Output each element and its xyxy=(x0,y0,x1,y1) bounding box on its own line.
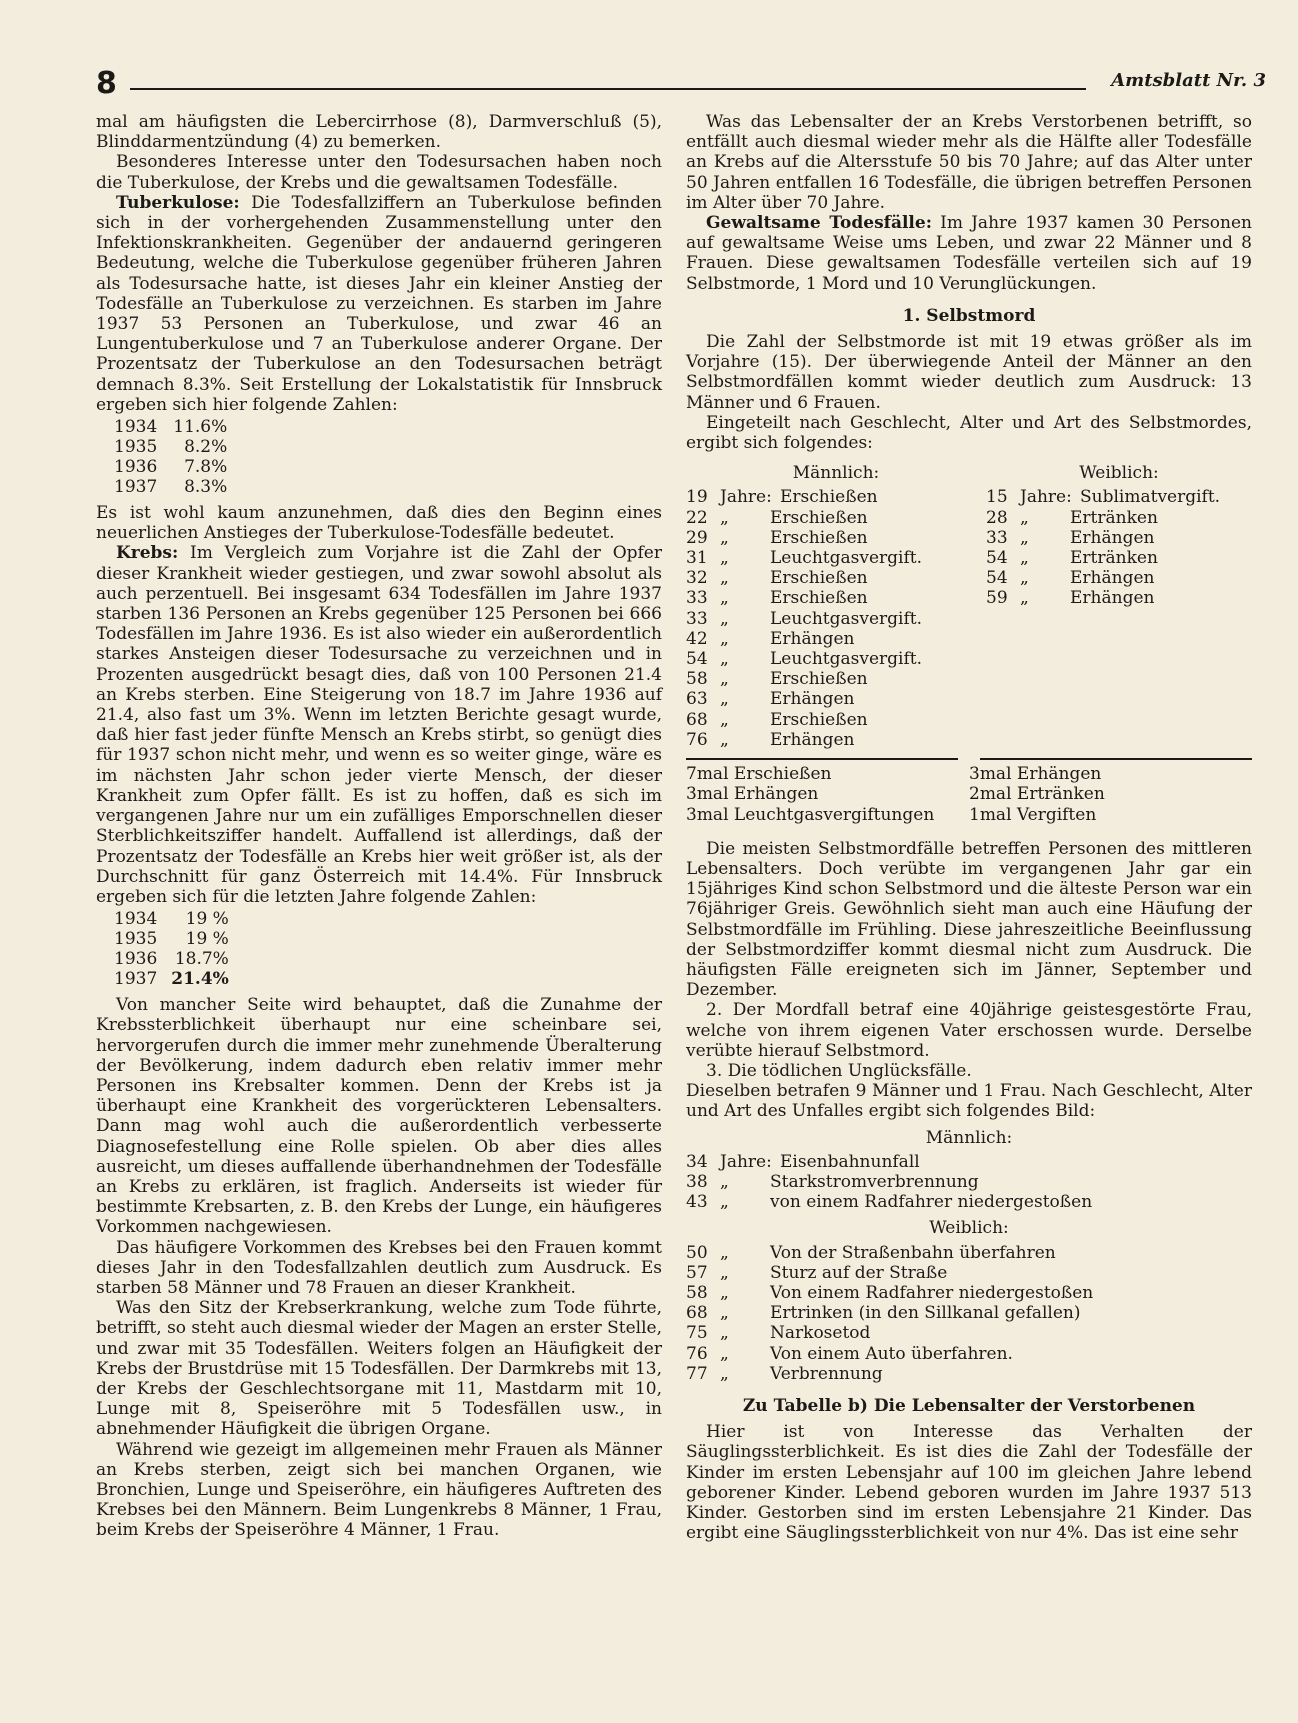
year-cell: 1937 xyxy=(114,969,158,990)
table-row xyxy=(114,457,227,477)
ditto-mark: „ xyxy=(720,628,729,649)
table-row xyxy=(114,417,227,437)
age-value: 34 xyxy=(686,1151,708,1172)
age-value: 33 xyxy=(686,588,708,609)
age-value: 58 xyxy=(686,1282,708,1303)
cause-value: Erschießen xyxy=(770,709,868,730)
violent-deaths-heading: Gewaltsame Todesfälle: xyxy=(706,213,932,234)
suicide-female-column xyxy=(986,463,1252,750)
cause-value: Ertränken xyxy=(1070,507,1158,528)
cause-value: Starkstromverbrennung xyxy=(770,1171,979,1192)
divider xyxy=(980,758,1252,760)
year-cell: 1935 xyxy=(114,929,158,950)
list-item xyxy=(686,548,986,568)
accident-male-label: Männlich: xyxy=(925,1127,1013,1148)
ditto-mark: „ xyxy=(1020,507,1029,528)
ditto-mark: „ xyxy=(1020,548,1029,569)
paragraph: Die Zahl der Selbstmorde ist mit 19 etwas größer als im Vorjahre (15). Der überwiegende Anteil der Männer an den Selbstmordfällen kommt wieder deutlich zum Ausdruck: 13 Männer und 6 Frauen. xyxy=(686,332,1252,413)
list-item xyxy=(686,508,986,528)
table-row xyxy=(114,929,229,949)
paragraph: Das häufigere Vorkommen des Krebses bei den Frauen kommt dieses Jahr in den Todesfallzahlen deutlich zum Ausdruck. Es starben 58 Männer und 78 Frauen an dieser Krankheit. xyxy=(96,1237,662,1298)
female-total: 1mal Vergiften xyxy=(969,804,1097,825)
age-value: 50 xyxy=(686,1242,708,1263)
age-value: 54 xyxy=(986,548,1008,569)
age-value: 76 xyxy=(686,729,708,750)
age-value: 28 xyxy=(986,507,1008,528)
list-item xyxy=(686,1263,1252,1283)
value-cell: 21.4% xyxy=(171,969,229,990)
paragraph: mal am häufigsten die Lebercirrhose (8), Darmverschluß (5), Blinddarmentzündung (4) zu bemerken. xyxy=(96,112,662,153)
tuberculosis-heading: Tuberkulose: xyxy=(116,192,240,213)
cause-value: Leuchtgasvergift. xyxy=(770,649,922,670)
cause-value: Sublimatvergift. xyxy=(1080,487,1221,508)
ditto-mark: „ xyxy=(720,507,729,528)
year-cell: 1936 xyxy=(114,949,158,970)
age-value: 76 xyxy=(686,1343,708,1364)
value-cell: 11.6% xyxy=(173,417,228,438)
list-item xyxy=(986,528,1252,548)
list-item xyxy=(986,548,1252,568)
cancer-rate-table xyxy=(114,909,229,989)
paragraph: Von mancher Seite wird behauptet, daß die Zunahme der Krebssterblichkeit überhaupt nur eine scheinbare sei, hervorgerufen durch die immer mehr zunehmende Überalterung der Bevölkerung, indem dadurch eben relativ immer mehr Personen ins Krebsalter kommen. Denn der Krebs ist ja überhaupt eine Krankheit des vorgerückteren Lebensalters. Dann mag wohl auch die außerordentlich verbesserte Diagnosefestellung eine Rolle spielen. Ob aber dies alles ausreicht, um dieses auffallende überhandnehmen der Todesfälle an Krebs zu erklären, ist fraglich. Anderseits ist wieder für bestimmte Krebsarten, z. B. den Krebs der Lunge, ein häufigeres Vorkommen nachgewiesen. xyxy=(96,995,662,1238)
table-row xyxy=(114,437,227,457)
suicide-male-column xyxy=(686,463,986,750)
divider xyxy=(686,758,958,760)
age-value: 32 xyxy=(686,568,708,589)
cause-value: Verbrennung xyxy=(770,1363,883,1384)
ditto-mark: „ xyxy=(720,527,729,548)
list-item xyxy=(686,629,986,649)
list-item xyxy=(686,1192,1252,1212)
list-item xyxy=(986,487,1252,507)
totals-row xyxy=(686,784,1252,804)
age-value: 33 xyxy=(686,608,708,629)
male-cases xyxy=(686,487,986,750)
cause-value: Erschießen xyxy=(770,588,868,609)
cause-value: Von einem Auto überfahren. xyxy=(770,1343,1013,1364)
accident-female-label: Weiblich: xyxy=(929,1218,1009,1239)
ditto-mark: „ xyxy=(720,608,729,629)
suicide-table xyxy=(686,463,1252,750)
ditto-mark: „ xyxy=(720,548,729,569)
ditto-mark: „ xyxy=(720,1303,729,1324)
list-item xyxy=(686,1344,1252,1364)
list-item xyxy=(686,609,986,629)
table-row xyxy=(114,477,227,497)
list-item xyxy=(686,1243,1252,1263)
cause-value: Von einem Radfahrer niedergestoßen xyxy=(770,1282,1094,1303)
ditto-mark: „ xyxy=(720,669,729,690)
totals-row xyxy=(686,805,1252,825)
female-cases xyxy=(986,487,1252,608)
table-row xyxy=(114,949,229,969)
list-item xyxy=(986,508,1252,528)
list-item xyxy=(686,1303,1252,1323)
years-label: Jahre: xyxy=(1020,487,1072,508)
ditto-mark: „ xyxy=(1020,527,1029,548)
ditto-mark: „ xyxy=(1020,588,1029,609)
cause-value: Erschießen xyxy=(770,568,868,589)
right-column xyxy=(686,112,1252,1543)
value-cell: 8.3% xyxy=(184,477,228,498)
female-total: 2mal Ertränken xyxy=(969,784,1105,805)
age-value: 42 xyxy=(686,628,708,649)
age-value: 54 xyxy=(986,568,1008,589)
years-label: Jahre: xyxy=(720,487,772,508)
paragraph: 2. Der Mordfall betraf eine 40jährige geistesgestörte Frau, welche von ihrem eigenen Vater erschossen wurde. Derselbe verübte hierauf Selbstmord. xyxy=(686,1000,1252,1061)
accident-female-cases xyxy=(686,1243,1252,1384)
cause-value: Ertrinken (in den Sillkanal gefallen) xyxy=(770,1303,1081,1324)
ditto-mark: „ xyxy=(720,1192,729,1213)
page-number: 8 xyxy=(96,66,117,101)
table-row xyxy=(114,909,229,929)
cause-value: Erschießen xyxy=(770,507,868,528)
ditto-mark: „ xyxy=(720,649,729,670)
age-value: 29 xyxy=(686,527,708,548)
paragraph: Was das Lebensalter der an Krebs Verstorbenen betrifft, so entfällt auch diesmal wieder mehr als die Hälfte aller Todesfälle an Krebs auf die Altersstufe 50 bis 70 Jahre; auf das Alter unter 50 Jahren entfallen 16 Todesfälle, die übrigen betreffen Personen im Alter über 70 Jahre. xyxy=(686,112,1252,213)
ditto-mark: „ xyxy=(720,1282,729,1303)
age-value: 75 xyxy=(686,1323,708,1344)
ditto-mark: „ xyxy=(720,1323,729,1344)
age-value: 38 xyxy=(686,1171,708,1192)
cause-value: Erschießen xyxy=(780,487,878,508)
list-item xyxy=(686,1172,1252,1192)
male-label: Männlich: xyxy=(792,463,880,484)
list-item xyxy=(686,689,986,709)
list-item xyxy=(686,568,986,588)
age-value: 54 xyxy=(686,649,708,670)
cause-value: Narkosetod xyxy=(770,1323,871,1344)
age-value: 68 xyxy=(686,709,708,730)
ditto-mark: „ xyxy=(720,1262,729,1283)
age-value: 59 xyxy=(986,588,1008,609)
list-item xyxy=(686,730,986,750)
paragraph: Eingeteilt nach Geschlecht, Alter und Art des Selbstmordes, ergibt sich folgendes: xyxy=(686,412,1252,454)
list-item xyxy=(686,1364,1252,1384)
totals-row xyxy=(686,764,1252,784)
year-cell: 1934 xyxy=(114,909,158,930)
year-cell: 1937 xyxy=(114,477,158,498)
ditto-mark: „ xyxy=(720,1343,729,1364)
cancer-paragraph xyxy=(96,543,662,907)
male-total: 3mal Erhängen xyxy=(686,784,819,805)
years-label: Jahre: xyxy=(720,1151,772,1172)
paragraph: Hier ist von Interesse das Verhalten der Säuglingssterblichkeit. Es ist dies die Zahl der Todesfälle der Kinder im ersten Lebensjahr auf 100 im gleichen Jahre lebend geborener Kinder. Lebend geboren wurden im Jahre 1937 513 Kinder. Gestorben sind im ersten Lebensjahre 21 Kinder. Das ergibt eine Säuglingssterblichkeit von nur 4%. Das ist eine sehr xyxy=(686,1422,1252,1544)
cause-value: Erschießen xyxy=(770,669,868,690)
list-item xyxy=(686,1283,1252,1303)
list-item xyxy=(686,588,986,608)
female-total: 3mal Erhängen xyxy=(969,764,1102,785)
cause-value: Erhängen xyxy=(1070,527,1155,548)
cause-value: Erschießen xyxy=(770,527,868,548)
table-b-heading: Zu Tabelle b) Die Lebensalter der Verstorbenen xyxy=(742,1395,1196,1416)
age-value: 63 xyxy=(686,689,708,710)
ditto-mark: „ xyxy=(720,709,729,730)
list-item xyxy=(686,649,986,669)
publication-title: Amtsblatt Nr. 3 xyxy=(1111,70,1266,91)
list-item xyxy=(686,669,986,689)
suicide-heading: 1. Selbstmord xyxy=(902,305,1036,326)
value-cell: 19 % xyxy=(185,909,229,930)
cause-value: Von der Straßenbahn überfahren xyxy=(770,1242,1056,1263)
paragraph: Besonderes Interesse unter den Todesursachen haben noch die Tuberkulose, der Krebs und die gewaltsamen Todesfälle. xyxy=(96,152,662,193)
ditto-mark: „ xyxy=(720,568,729,589)
ditto-mark: „ xyxy=(720,689,729,710)
value-cell: 8.2% xyxy=(184,437,228,458)
paragraph: Dieselben betrafen 9 Männer und 1 Frau. Nach Geschlecht, Alter und Art des Unfalles ergibt sich folgendes Bild: xyxy=(686,1081,1252,1122)
value-cell: 18.7% xyxy=(174,949,229,970)
tuberculosis-paragraph xyxy=(96,193,662,415)
ditto-mark: „ xyxy=(720,1363,729,1384)
cause-value: Erhängen xyxy=(770,689,855,710)
totals-rules xyxy=(686,758,1252,760)
age-value: 19 xyxy=(686,487,708,508)
cause-value: Erhängen xyxy=(770,729,855,750)
cause-value: Ertränken xyxy=(1070,548,1158,569)
cancer-heading: Krebs: xyxy=(116,543,179,564)
paragraph: Was den Sitz der Krebserkrankung, welche zum Tode führte, betrifft, so steht auch diesmal wieder der Magen an erster Stelle, und zwar mit 35 Todesfällen. Weiters folgen an Häufigkeit der Krebs der Brustdrüse mit 15 Todesfällen. Der Darmkrebs mit 13, der Krebs der Geschlechtsorgane mit 11, Mastdarm mit 10, Lunge mit 8, Speiseröhre mit 5 Todesfällen usw., in abnehmender Häufigkeit die übrigen Organe. xyxy=(96,1298,662,1440)
cause-value: von einem Radfahrer niedergestoßen xyxy=(770,1192,1093,1213)
list-item xyxy=(686,710,986,730)
cause-value: Sturz auf der Straße xyxy=(770,1262,948,1283)
male-total: 3mal Leuchtgasvergiftungen xyxy=(686,804,935,825)
cancer-text: Im Vergleich zum Vorjahre ist die Zahl der Opfer dieser Krankheit wieder gestiegen, und zwar sowohl absolut als auch perzentuell. Bei insgesamt 634 Todesfällen im Jahre 1937 starben 136 Personen an Krebs gegenüber 125 Personen bei 666 Todesfällen im Jahre 1936. Es ist also wieder ein außerordentlich starkes Ansteigen dieser Todesursache zu verzeichnen und in Prozenten ausgedrückt besagt dies, daß von 100 Personen 21.4 an Krebs sterben. Eine Steigerung von 18.7 im Jahre 1936 auf 21.4, also fast um 3%. Wenn im letzten Berichte gesagt wurde, daß hier fast jeder fünfte Mensch an Krebs stirbt, so genügt dies für 1937 schon nicht mehr, und wenn es so weiter ginge, wäre es im nächsten Jahr schon jeder vierte Mensch, der dieser Krankheit zum Opfer fällt. Es ist zu hoffen, daß es sich im vergangenen Jahre nur um ein zufälliges Emporschnellen dieser Sterblichkeitsziffer handelt. Auffallend ist allerdings, daß der Prozentsatz der Todesfälle an Krebs hier weit größer ist, als der Durchschnitt für ganz Österreich mit 14.4%. Für Innsbruck ergeben sich für die letzten Jahre folgende Zahlen: xyxy=(96,543,662,907)
cause-value: Erhängen xyxy=(1070,568,1155,589)
cause-value: Eisenbahnunfall xyxy=(780,1151,920,1172)
ditto-mark: „ xyxy=(720,588,729,609)
male-total: 7mal Erschießen xyxy=(686,764,832,785)
list-item xyxy=(686,528,986,548)
violent-deaths-paragraph xyxy=(686,213,1252,294)
year-cell: 1934 xyxy=(114,417,158,438)
value-cell: 7.8% xyxy=(184,457,228,478)
accident-male-cases xyxy=(686,1152,1252,1213)
cause-value: Leuchtgasvergift. xyxy=(770,608,922,629)
list-item xyxy=(986,568,1252,588)
paragraph: Während wie gezeigt im allgemeinen mehr Frauen als Männer an Krebs sterben, zeigt sich bei manchen Organen, wie Bronchien, Lunge und Speiseröhre, ein häufigeres Auftreten des Krebses bei den Männern. Beim Lungenkrebs 8 Männer, 1 Frau, beim Krebs der Speiseröhre 4 Männer, 1 Frau. xyxy=(96,1439,662,1541)
female-label: Weiblich: xyxy=(1079,463,1159,484)
paragraph: Es ist wohl kaum anzunehmen, daß dies den Beginn eines neuerlichen Anstieges der Tuberkulose-Todesfälle bedeutet. xyxy=(96,503,662,544)
list-item xyxy=(686,1152,1252,1172)
left-column xyxy=(96,112,662,1541)
age-value: 31 xyxy=(686,548,708,569)
cause-value: Erhängen xyxy=(770,628,855,649)
value-cell: 19 % xyxy=(185,929,229,950)
header-rule xyxy=(130,88,1086,90)
year-cell: 1935 xyxy=(114,437,158,458)
ditto-mark: „ xyxy=(1020,568,1029,589)
tuberculosis-text: Die Todesfallziffern an Tuberkulose befinden sich in der vorhergehenden Zusammenstellung unter den Infektionskrankheiten. Gegenüber der andauernd geringeren Bedeutung, welche die Tuberkulose gegenüber früheren Jahren als Todesursache hatte, ist dieses Jahr ein kleiner Anstieg der Todesfälle an Tuberkulose zu verzeichnen. Es starben im Jahre 1937 53 Personen an Tuberkulose, und zwar 46 an Lungentuberkulose und 7 an Tuberkulose anderer Organe. Der Prozentsatz der Tuberkulose an den Todesursachen beträgt demnach 8.3%. Seit Erstellung der Lokalstatistik für Innsbruck ergeben sich hier folgende Zahlen: xyxy=(96,192,662,415)
cause-value: Erhängen xyxy=(1070,588,1155,609)
ditto-mark: „ xyxy=(720,1171,729,1192)
year-cell: 1936 xyxy=(114,457,158,478)
table-row xyxy=(114,969,229,989)
list-item xyxy=(686,1323,1252,1343)
age-value: 15 xyxy=(986,487,1008,508)
cause-value: Leuchtgasvergift. xyxy=(770,548,922,569)
tuberculosis-rate-table xyxy=(114,417,227,497)
age-value: 33 xyxy=(986,527,1008,548)
age-value: 68 xyxy=(686,1303,708,1324)
list-item xyxy=(986,588,1252,608)
age-value: 43 xyxy=(686,1192,708,1213)
page-header xyxy=(96,66,1266,101)
age-value: 22 xyxy=(686,507,708,528)
list-item xyxy=(686,487,986,507)
age-value: 58 xyxy=(686,669,708,690)
age-value: 77 xyxy=(686,1363,708,1384)
ditto-mark: „ xyxy=(720,1242,729,1263)
paragraph: 3. Die tödlichen Unglücksfälle. xyxy=(706,1060,972,1081)
violent-deaths-text: Im Jahre 1937 kamen 30 Personen auf gewaltsame Weise ums Leben, und zwar 22 Männer und 8 Frauen. Diese gewaltsamen Todesfälle verteilen sich auf 19 Selbstmorde, 1 Mord und 10 Verunglückungen. xyxy=(686,213,1253,294)
paragraph: Die meisten Selbstmordfälle betreffen Personen des mittleren Lebensalters. Doch verübte im vergangenen Jahr gar ein 15jähriges Kind schon Selbstmord und die älteste Person war ein 76jähriger Greis. Gewöhnlich sieht man auch eine Häufung der Selbstmordfälle im Frühling. Diese jahreszeitliche Beeinflussung der Selbstmordziffer kommt diesmal nicht zum Ausdruck. Die häufigsten Fälle ereigneten sich im Jänner, September und Dezember. xyxy=(686,838,1252,1001)
ditto-mark: „ xyxy=(720,729,729,750)
age-value: 57 xyxy=(686,1262,708,1283)
